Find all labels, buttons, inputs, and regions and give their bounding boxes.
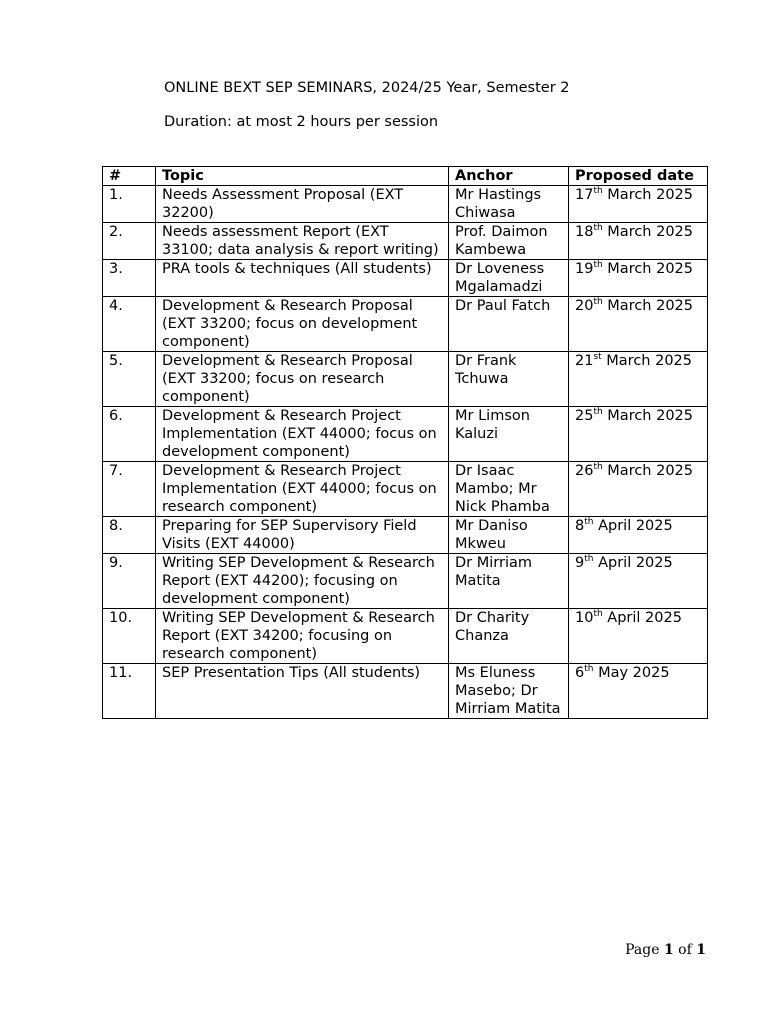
table-row bbox=[103, 554, 708, 609]
date-day: 20 bbox=[575, 298, 594, 314]
date-month-year: March 2025 bbox=[602, 298, 694, 314]
date-month-year: April 2025 bbox=[593, 518, 673, 534]
row-date bbox=[569, 664, 708, 719]
row-topic: SEP Presentation Tips (All students) bbox=[156, 664, 449, 719]
table-row bbox=[103, 223, 708, 260]
row-anchor: Ms Eluness Masebo; Dr Mirriam Matita bbox=[449, 664, 569, 719]
row-anchor: Dr Paul Fatch bbox=[449, 297, 569, 352]
date-day: 19 bbox=[575, 261, 594, 277]
date-suffix: st bbox=[593, 352, 602, 363]
row-topic: Needs assessment Report (EXT 33100; data analysis & report writing) bbox=[156, 223, 449, 260]
row-topic: Development & Research Project Implementation (EXT 44000; focus on development component) bbox=[156, 407, 449, 462]
date-day: 10 bbox=[575, 610, 594, 626]
table-row bbox=[103, 462, 708, 517]
row-number: 1. bbox=[103, 186, 156, 223]
row-topic: Development & Research Proposal (EXT 33200; focus on development component) bbox=[156, 297, 449, 352]
date-day: 17 bbox=[575, 187, 594, 203]
date-day: 18 bbox=[575, 224, 594, 240]
row-topic: Development & Research Project Implementation (EXT 44000; focus on research component) bbox=[156, 462, 449, 517]
row-date bbox=[569, 609, 708, 664]
table-row bbox=[103, 352, 708, 407]
row-date bbox=[569, 462, 708, 517]
page-word: Page bbox=[625, 942, 664, 958]
row-topic: Needs Assessment Proposal (EXT 32200) bbox=[156, 186, 449, 223]
row-date bbox=[569, 186, 708, 223]
row-date bbox=[569, 517, 708, 554]
row-number: 2. bbox=[103, 223, 156, 260]
date-month-year: March 2025 bbox=[602, 261, 694, 277]
date-month-year: March 2025 bbox=[602, 187, 694, 203]
row-number: 3. bbox=[103, 260, 156, 297]
date-day: 6 bbox=[575, 665, 585, 681]
table-row bbox=[103, 186, 708, 223]
row-anchor: Dr Loveness Mgalamadzi bbox=[449, 260, 569, 297]
row-date bbox=[569, 297, 708, 352]
date-suffix: th bbox=[593, 260, 603, 271]
column-header-anchor: Anchor bbox=[449, 167, 569, 186]
row-topic: PRA tools & techniques (All students) bbox=[156, 260, 449, 297]
row-date bbox=[569, 223, 708, 260]
row-number: 8. bbox=[103, 517, 156, 554]
row-topic: Writing SEP Development & Research Report (EXT 44200); focusing on development component) bbox=[156, 554, 449, 609]
page-number: 1 bbox=[663, 942, 674, 958]
date-suffix: th bbox=[593, 186, 603, 197]
table-row bbox=[103, 297, 708, 352]
date-month-year: March 2025 bbox=[602, 408, 694, 424]
row-topic: Preparing for SEP Supervisory Field Visits (EXT 44000) bbox=[156, 517, 449, 554]
date-month-year: April 2025 bbox=[602, 610, 682, 626]
row-anchor: Mr Hastings Chiwasa bbox=[449, 186, 569, 223]
row-date bbox=[569, 352, 708, 407]
row-number: 9. bbox=[103, 554, 156, 609]
row-date bbox=[569, 260, 708, 297]
column-header-date: Proposed date bbox=[569, 167, 708, 186]
table-row bbox=[103, 407, 708, 462]
table-row bbox=[103, 517, 708, 554]
row-number: 5. bbox=[103, 352, 156, 407]
row-number: 11. bbox=[103, 664, 156, 719]
date-suffix: th bbox=[584, 664, 594, 675]
date-day: 8 bbox=[575, 518, 585, 534]
column-header-number: # bbox=[103, 167, 156, 186]
date-day: 25 bbox=[575, 408, 594, 424]
row-number: 7. bbox=[103, 462, 156, 517]
row-anchor: Dr Mirriam Matita bbox=[449, 554, 569, 609]
date-suffix: th bbox=[593, 407, 603, 418]
date-month-year: March 2025 bbox=[602, 224, 694, 240]
date-day: 26 bbox=[575, 463, 594, 479]
row-date bbox=[569, 407, 708, 462]
row-topic: Development & Research Proposal (EXT 33200; focus on research component) bbox=[156, 352, 449, 407]
row-date bbox=[569, 554, 708, 609]
row-anchor: Dr Charity Chanza bbox=[449, 609, 569, 664]
date-suffix: th bbox=[584, 554, 594, 565]
table-row bbox=[103, 609, 708, 664]
date-suffix: th bbox=[593, 609, 603, 620]
document-title: ONLINE BEXT SEP SEMINARS, 2024/25 Year, Semester 2 bbox=[164, 80, 570, 96]
date-month-year: May 2025 bbox=[593, 665, 670, 681]
row-anchor: Mr Daniso Mkweu bbox=[449, 517, 569, 554]
row-anchor: Mr Limson Kaluzi bbox=[449, 407, 569, 462]
row-topic: Writing SEP Development & Research Report (EXT 34200; focusing on research component) bbox=[156, 609, 449, 664]
page-total: 1 bbox=[696, 942, 706, 958]
seminar-schedule-table bbox=[102, 166, 708, 719]
page-footer bbox=[625, 942, 706, 958]
date-day: 21 bbox=[575, 353, 594, 369]
row-number: 10. bbox=[103, 609, 156, 664]
row-number: 4. bbox=[103, 297, 156, 352]
date-suffix: th bbox=[593, 297, 603, 308]
date-month-year: April 2025 bbox=[593, 555, 673, 571]
date-month-year: March 2025 bbox=[602, 463, 694, 479]
row-number: 6. bbox=[103, 407, 156, 462]
column-header-topic: Topic bbox=[156, 167, 449, 186]
date-month-year: March 2025 bbox=[601, 353, 692, 369]
row-anchor: Dr Isaac Mambo; Mr Nick Phamba bbox=[449, 462, 569, 517]
table-row bbox=[103, 664, 708, 719]
row-anchor: Prof. Daimon Kambewa bbox=[449, 223, 569, 260]
date-suffix: th bbox=[584, 517, 594, 528]
of-word: of bbox=[673, 942, 697, 958]
date-suffix: th bbox=[593, 223, 603, 234]
date-suffix: th bbox=[593, 462, 603, 473]
table-row bbox=[103, 260, 708, 297]
date-day: 9 bbox=[575, 555, 585, 571]
row-anchor: Dr Frank Tchuwa bbox=[449, 352, 569, 407]
table-header-row bbox=[103, 167, 708, 186]
duration-note: Duration: at most 2 hours per session bbox=[164, 114, 439, 130]
